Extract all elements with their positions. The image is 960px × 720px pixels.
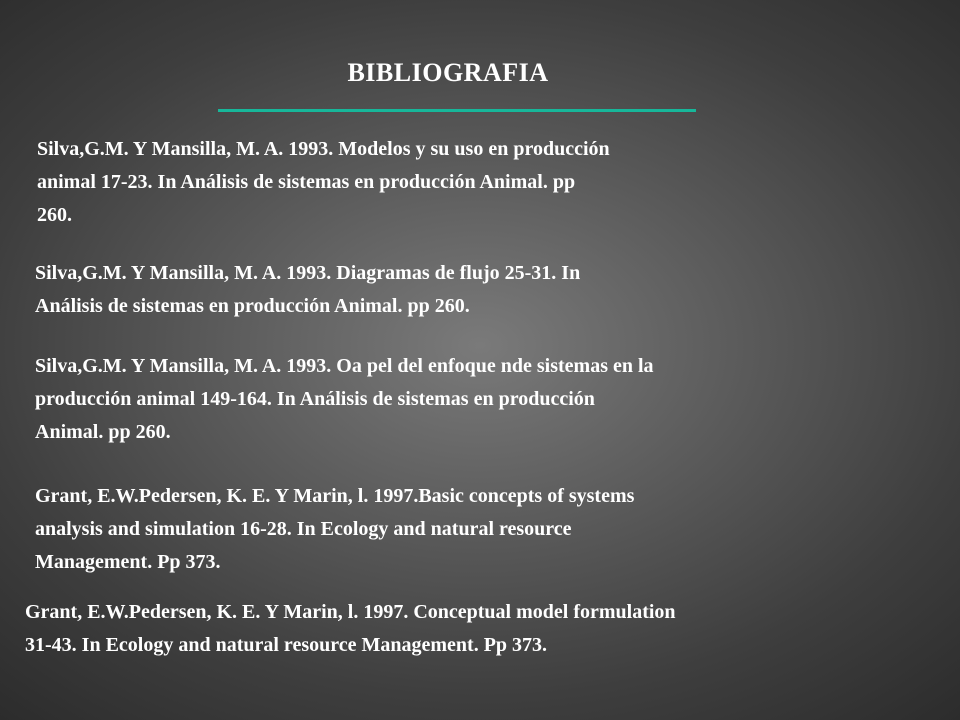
reference-line: analysis and simulation 16-28. In Ecology and natural resource xyxy=(35,518,572,540)
reference-line: animal 17-23. In Análisis de sistemas en producción Animal. pp xyxy=(37,171,576,193)
reference-line: Animal. pp 260. xyxy=(35,421,171,443)
reference-1 xyxy=(37,133,610,232)
reference-line: 31-43. In Ecology and natural resource Management. Pp 373. xyxy=(25,634,548,656)
reference-4 xyxy=(35,480,634,579)
reference-line: producción animal 149-164. In Análisis de sistemas en producción xyxy=(35,388,595,410)
page-title: BIBLIOGRAFIA xyxy=(347,58,549,87)
reference-line: 260. xyxy=(37,204,72,226)
reference-line: Silva,G.M. Y Mansilla, M. A. 1993. Modelos y su uso en producción xyxy=(37,138,610,160)
reference-line: Silva,G.M. Y Mansilla, M. A. 1993. Diagramas de flujo 25-31. In xyxy=(35,262,581,284)
title-underline xyxy=(218,109,696,112)
reference-line: Análisis de sistemas en producción Animal. pp 260. xyxy=(35,295,470,317)
reference-line: Grant, E.W.Pedersen, K. E. Y Marin, l. 1997.Basic concepts of systems xyxy=(35,485,635,507)
reference-2 xyxy=(35,257,580,323)
reference-line: Management. Pp 373. xyxy=(35,551,221,573)
reference-3 xyxy=(35,350,654,449)
reference-line: Grant, E.W.Pedersen, K. E. Y Marin, l. 1997. Conceptual model formulation xyxy=(25,601,676,623)
reference-line: Silva,G.M. Y Mansilla, M. A. 1993. Oa pel del enfoque nde sistemas en la xyxy=(35,355,654,377)
reference-5 xyxy=(25,596,676,662)
